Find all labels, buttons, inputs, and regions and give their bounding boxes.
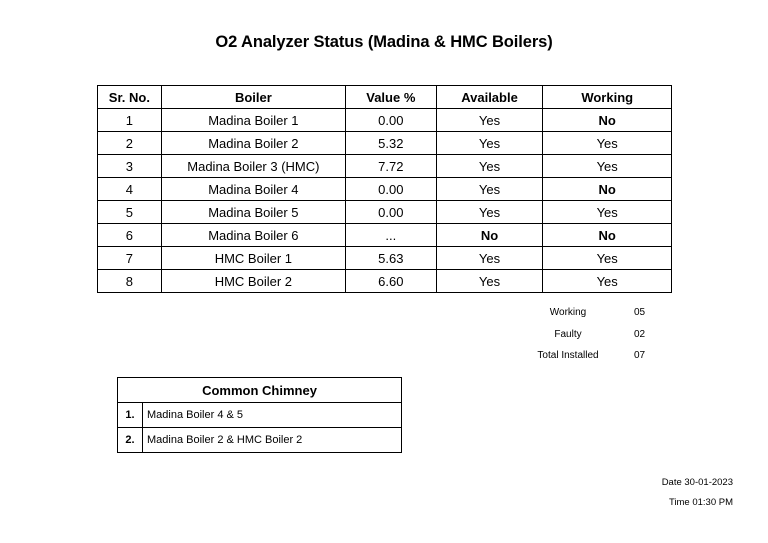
value-cell: 0.00	[345, 178, 436, 201]
boiler-cell: Madina Boiler 5	[161, 201, 345, 224]
available-cell: Yes	[436, 132, 543, 155]
table-row	[98, 201, 672, 224]
boiler-cell: Madina Boiler 3 (HMC)	[161, 155, 345, 178]
chimney-row	[118, 403, 402, 428]
summary-label: Faulty	[554, 328, 582, 340]
chimney-row-text: Madina Boiler 4 & 5	[143, 403, 402, 428]
summary-value: 07	[634, 350, 646, 361]
available-cell: Yes	[436, 178, 543, 201]
header-available: Available	[436, 86, 543, 109]
chimney-row-number: 1.	[118, 403, 143, 428]
summary-row-total	[520, 347, 660, 369]
report-time: Time 01:30 PM	[668, 497, 733, 508]
table-header-row	[98, 86, 672, 109]
header-sr-no: Sr. No.	[98, 86, 162, 109]
working-cell: No	[543, 224, 672, 247]
summary-block	[520, 304, 660, 369]
sr-cell: 6	[98, 224, 162, 247]
summary-row-working	[520, 304, 660, 326]
boiler-cell: Madina Boiler 4	[161, 178, 345, 201]
summary-label: Total Installed	[537, 350, 599, 361]
working-cell: Yes	[543, 155, 672, 178]
chimney-header-row	[118, 378, 402, 403]
value-cell: ...	[345, 224, 436, 247]
working-cell: Yes	[543, 132, 672, 155]
chimney-header: Common Chimney	[118, 378, 402, 403]
working-cell: Yes	[543, 270, 672, 293]
boiler-cell: HMC Boiler 1	[161, 247, 345, 270]
boiler-cell: Madina Boiler 1	[161, 109, 345, 132]
sr-cell: 1	[98, 109, 162, 132]
working-cell: No	[543, 178, 672, 201]
value-cell: 6.60	[345, 270, 436, 293]
sr-cell: 7	[98, 247, 162, 270]
boiler-cell: Madina Boiler 2	[161, 132, 345, 155]
chimney-row	[118, 428, 402, 453]
value-cell: 0.00	[345, 201, 436, 224]
table-row	[98, 155, 672, 178]
boiler-cell: Madina Boiler 6	[161, 224, 345, 247]
working-cell: Yes	[543, 201, 672, 224]
value-cell: 5.63	[345, 247, 436, 270]
header-working: Working	[543, 86, 672, 109]
working-cell: No	[543, 109, 672, 132]
table-row	[98, 178, 672, 201]
chimney-row-text: Madina Boiler 2 & HMC Boiler 2	[143, 428, 402, 453]
summary-value: 05	[634, 307, 646, 318]
available-cell: Yes	[436, 247, 543, 270]
sr-cell: 8	[98, 270, 162, 293]
value-cell: 7.72	[345, 155, 436, 178]
available-cell: Yes	[436, 270, 543, 293]
status-table	[97, 85, 672, 293]
report-date: Date 30-01-2023	[661, 477, 733, 488]
sr-cell: 3	[98, 155, 162, 178]
value-cell: 5.32	[345, 132, 436, 155]
table-row	[98, 247, 672, 270]
table-row	[98, 270, 672, 293]
chimney-row-number: 2.	[118, 428, 143, 453]
available-cell: Yes	[436, 109, 543, 132]
sr-cell: 2	[98, 132, 162, 155]
value-cell: 0.00	[345, 109, 436, 132]
working-cell: Yes	[543, 247, 672, 270]
available-cell: Yes	[436, 155, 543, 178]
table-row	[98, 109, 672, 132]
page-title: O2 Analyzer Status (Madina & HMC Boilers)	[215, 33, 553, 51]
table-row	[98, 132, 672, 155]
available-cell: Yes	[436, 201, 543, 224]
header-boiler: Boiler	[161, 86, 345, 109]
table-row	[98, 224, 672, 247]
boiler-cell: HMC Boiler 2	[161, 270, 345, 293]
summary-label: Working	[549, 307, 587, 318]
summary-value: 02	[634, 328, 646, 340]
sr-cell: 5	[98, 201, 162, 224]
sr-cell: 4	[98, 178, 162, 201]
summary-row-faulty	[520, 326, 660, 348]
available-cell: No	[436, 224, 543, 247]
header-value: Value %	[345, 86, 436, 109]
common-chimney-table	[117, 377, 402, 453]
